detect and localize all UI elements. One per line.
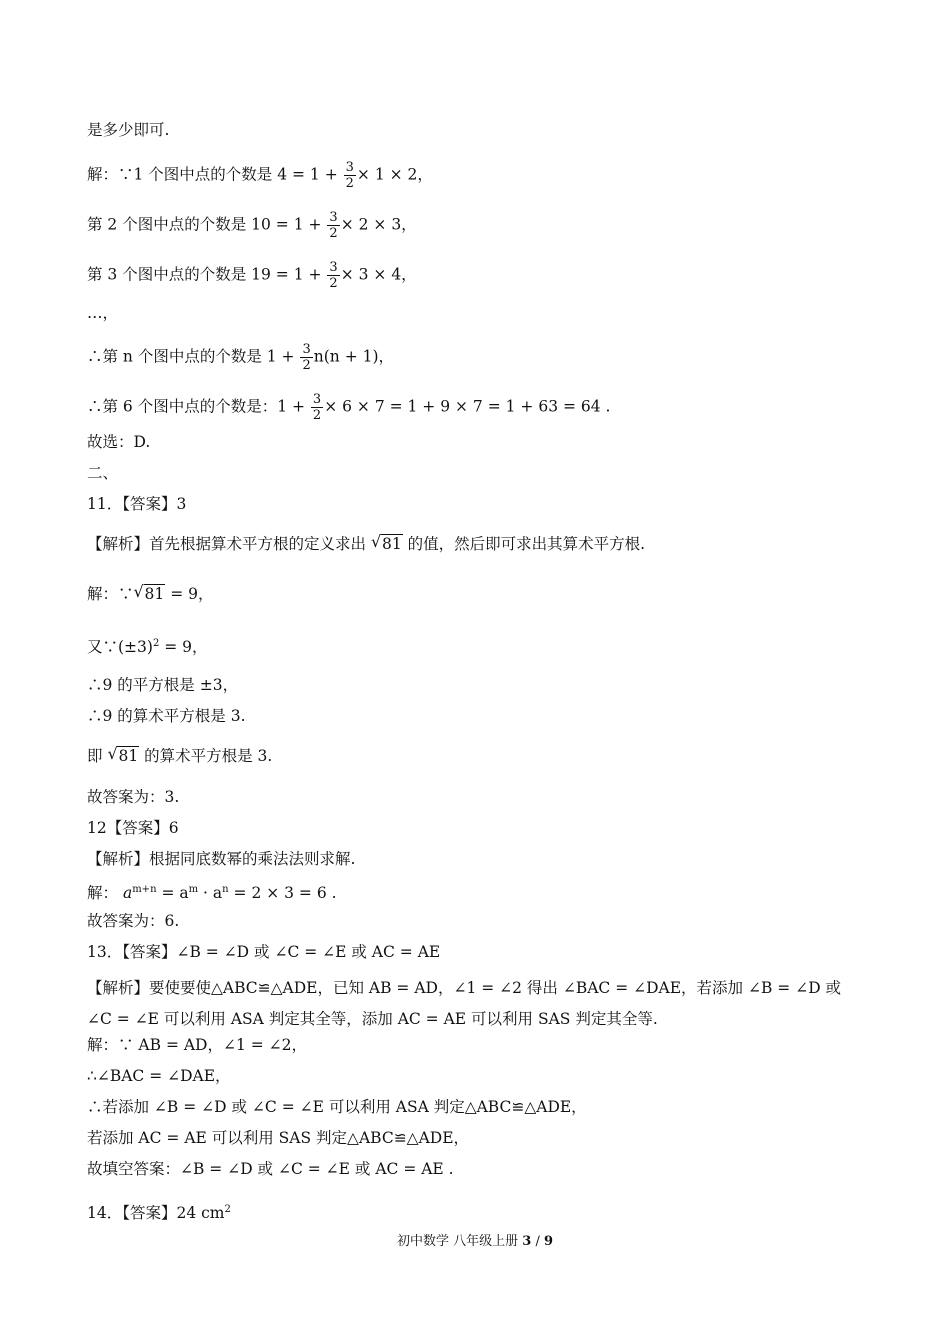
text-line: 解：∵√ 81 = 9， [87,584,213,604]
text-line: ∴第 6 个图中点的个数是：1 + $\frac{3}{2}$ × 6 × 7 = 1 + 9 × 7 = 1 + 63 = 64 . [87,392,611,423]
text-line: 解：∵1 个图中点的个数是 4 = 1 + $\frac{3}{2}$ × 1 × 2， [87,160,433,191]
page-number: 3 [522,1234,532,1249]
page-footer: 初中数学 八年级上册 3 / 9 [396,1234,554,1249]
text-line: 是多少即可. [87,121,170,139]
text-line: 又$\because(\pm 3)^2 = 9$， [87,638,208,657]
text-paragraph: 【解析】要使要使△ABC≌△ADE，已知 AB = AD，∠1 = ∠2 得出 ∠BAC = ∠DAE，若添加 ∠B = ∠D 或 ∠C = ∠E 可以利用 ASA 判定其全等，添加 AC = AE 可以利用 SAS 判定其全等. [87,979,842,1028]
text-line: …， [87,304,119,322]
page-total: 9 [543,1234,554,1249]
text-line: 故答案为：3. [87,788,180,806]
text-line: 故答案为：6. [87,912,180,930]
text-line: 若添加 AC = AE 可以利用 SAS 判定△ABC≌△ADE， [87,1129,470,1147]
answer-14: 14．【答案】24 $cm^2$ [87,1204,231,1223]
text-line: 故选：D. [87,433,151,451]
answer-12: 12【答案】6 [87,819,179,837]
text-line: ∴9 的平方根是 ±3， [87,676,239,694]
sqrt: √ 81 [371,534,403,554]
section-heading: 二、 [87,464,119,482]
text-line: 第 3 个图中点的个数是 19 = 1 + $\frac{3}{2}$ × 3 × 4， [87,260,417,291]
text-line: 解：∵ AB = AD，∠1 = ∠2， [87,1036,308,1054]
text-line: 【解析】根据同底数幂的乘法法则求解. [87,850,356,868]
fraction: $\frac{3}{2}$ [302,342,311,373]
footer-subject: 初中数学 八年级上册 [396,1234,519,1249]
text-line: ∴第 n 个图中点的个数是 1 + $\frac{3}{2}$ n(n + 1)， [87,342,395,373]
text-line: 【解析】首先根据算术平方根的定义求出 √ 81 的值，然后即可求出其算术平方根. [87,534,645,554]
answer-13: 13．【答案】∠B = ∠D 或 ∠C = ∠E 或 AC = AE [87,943,441,961]
fraction: $\frac{3}{2}$ [312,392,322,423]
text-line: ∴9 的算术平方根是 3. [87,707,246,725]
answer-11: 11．【答案】3 [87,495,187,513]
fraction: $\frac{3}{2}$ [329,210,338,241]
text-line: ∴∠BAC = ∠DAE， [87,1067,231,1085]
fraction: $\frac{3}{2}$ [345,160,354,191]
text-line: 故填空答案：∠B = ∠D 或 ∠C = ∠E 或 AC = AE . [87,1160,454,1178]
fraction: $\frac{3}{2}$ [329,260,338,291]
text-line: ∴若添加 ∠B = ∠D 或 ∠C = ∠E 可以利用 ASA 判定△ABC≌△ADE， [87,1098,587,1116]
text-line: 即 √ 81 的算术平方根是 3. [87,746,272,766]
text-line: 解： $a^{m+n} = a^m \cdot a^n = 2 \times 3 = 6$ . [87,884,337,903]
sqrt: √ 81 [134,584,166,604]
sqrt: √ 81 [107,746,139,766]
text-line: 第 2 个图中点的个数是 10 = 1 + $\frac{3}{2}$ × 2 × 3， [87,210,417,241]
